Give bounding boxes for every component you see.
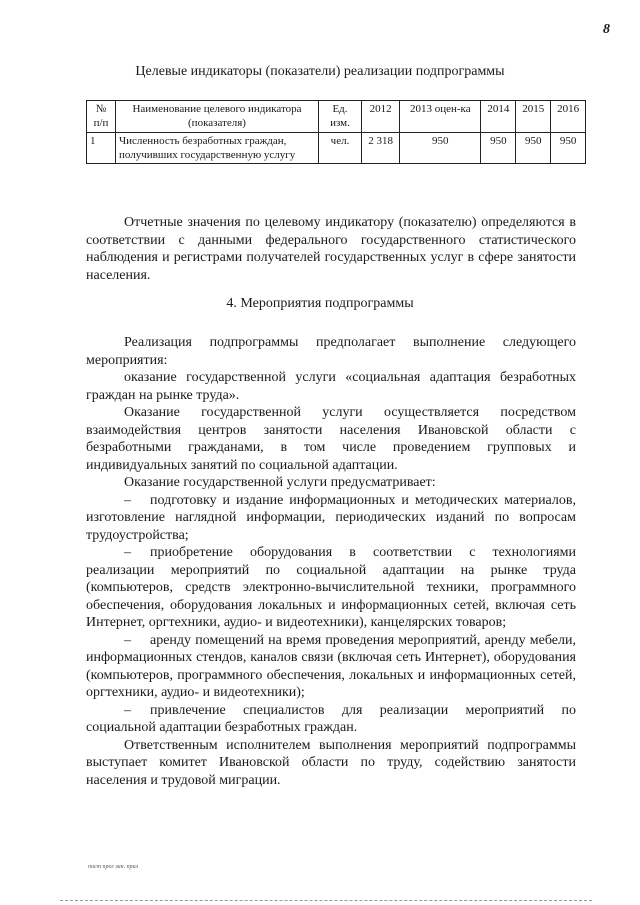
cell-2012: 2 318 xyxy=(362,132,400,164)
header-unit: Ед. изм. xyxy=(319,101,362,133)
cell-2013: 950 xyxy=(400,132,481,164)
header-2013: 2013 оцен-ка xyxy=(400,101,481,133)
cell-unit: чел. xyxy=(319,132,362,164)
list-item xyxy=(86,544,576,632)
paragraph-reporting: Отчетные значения по целевому индикатору (показателю) определяются в соответствии с данными федерального государственного статистического наблюдения и регистрами получателей государственных услуг в сфере занятости населения. xyxy=(86,215,576,283)
header-2016: 2016 xyxy=(551,101,586,133)
reporting-block xyxy=(86,214,576,284)
page-number: 8 xyxy=(603,22,610,37)
list-item-text: аренду помещений на время проведения мероприятий, аренду мебели, информационных стендов, каналов связи (включая сеть Интернет), оборудования (компьютеров, программного обеспечения, локальных и информационных сетей, оргтехники, аудио- и видеотехники); xyxy=(86,632,576,700)
cell-2014: 950 xyxy=(481,132,516,164)
cell-num: 1 xyxy=(87,132,116,164)
cell-name: Численность безработных граждан, получивших государственную услугу xyxy=(116,132,319,164)
dash-marker: – xyxy=(124,492,131,508)
dash-marker: – xyxy=(124,702,131,718)
footer-mark: пост прог зан. прил xyxy=(88,864,139,870)
cell-2016: 950 xyxy=(551,132,586,164)
list-item xyxy=(86,702,576,737)
section-body xyxy=(86,334,576,789)
paragraph-2: оказание государственной услуги «социальная адаптация безработных граждан на рынке труда». xyxy=(86,370,576,403)
indicators-table xyxy=(86,100,586,164)
header-2015: 2015 xyxy=(516,101,551,133)
table-row xyxy=(87,132,586,164)
header-2014: 2014 xyxy=(481,101,516,133)
header-num: № п/п xyxy=(87,101,116,133)
table-caption: Целевые индикаторы (показатели) реализации подпрограммы xyxy=(135,64,505,79)
header-name: Наименование целевого индикатора (показателя) xyxy=(116,101,319,133)
dash-marker: – xyxy=(124,632,131,648)
paragraph-1: Реализация подпрограммы предполагает выполнение следующего мероприятия: xyxy=(86,335,576,368)
section-heading: 4. Мероприятия подпрограммы xyxy=(226,296,414,311)
paragraph-final: Ответственным исполнителем выполнения мероприятий подпрограммы выступает комитет Ивановской области по труду, содействию занятости населения и трудовой миграции. xyxy=(86,737,576,788)
list-item-text: привлечение специалистов для реализации мероприятий по социальной адаптации безработных граждан. xyxy=(86,702,576,735)
footer-divider xyxy=(60,900,592,901)
dash-marker: – xyxy=(124,545,131,560)
list-item-text: подготовку и издание информационных и методических материалов, изготовление наглядной информации, периодических изданий по вопросам трудоустройства; xyxy=(86,492,576,543)
paragraph-3: Оказание государственной услуги осуществляется посредством взаимодействия центров занятости населения Ивановской области с безработными гражданами, в том числе проведением групповых и индивидуальных занятий по социальной адаптации. xyxy=(86,405,576,473)
list-item xyxy=(86,492,576,545)
table-header-row xyxy=(87,101,586,133)
paragraph-4: Оказание государственной услуги предусматривает: xyxy=(124,475,436,490)
cell-2015: 950 xyxy=(516,132,551,164)
list-item xyxy=(86,632,576,702)
header-2012: 2012 xyxy=(362,101,400,133)
list-item-text: приобретение оборудования в соответствии с технологиями реализации мероприятий по социальной адаптации на рынке труда (компьютеров, средств электронно-вычислительной техники, программного обеспечения, оборудования локальных и информационных сетей, включая сеть Интернет, оргтехники, аудио- и видеотехники), канцелярских товаров; xyxy=(86,545,576,630)
